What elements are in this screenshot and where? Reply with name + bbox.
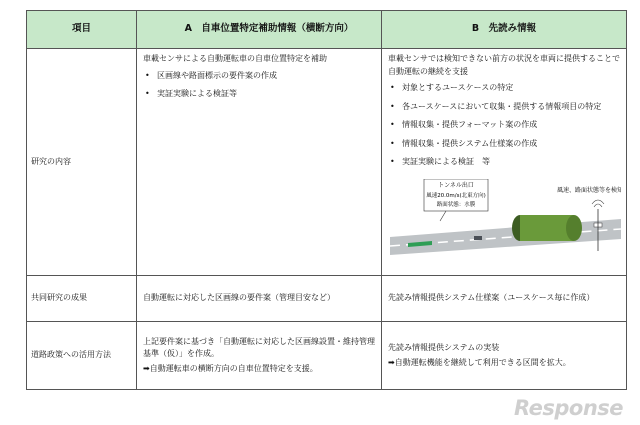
row-label-policy: 道路政策への活用方法: [27, 322, 137, 390]
cell-policy-b: [382, 322, 627, 390]
policy-b-text: 先読み情報提供システムの実装: [388, 343, 500, 352]
research-b-intro: 車載センサでは検知できない前方の状況を車両に提供することで自動運転の継続を支援: [388, 54, 620, 76]
vehicle-icon: [474, 236, 482, 240]
cell-research-a: [137, 49, 382, 276]
research-b-list: [388, 82, 620, 169]
wind-speed-label: 風速20.0m/s(北東方向): [426, 192, 486, 199]
cell-result-b: 先読み情報提供システム仕様案（ユースケース毎に作成）: [382, 276, 627, 322]
road-state-label: 路面状態：水膜: [436, 201, 476, 208]
research-a-list: [143, 70, 375, 101]
row-result: [27, 276, 627, 322]
response-watermark: Response: [514, 396, 624, 420]
list-item: • 情報収集・提供フォーマット案の作成: [390, 120, 538, 129]
row-research: [27, 49, 627, 276]
list-item: • 実証実験による検証等: [145, 89, 237, 98]
research-table: [26, 10, 627, 390]
policy-a-text: 上記要件案に基づき「自動運転に対応した区画線設置・維持管理基準（仮）」を作成。: [143, 336, 375, 359]
research-a-intro: 車載センサによる自動運転車の自車位置特定を補助: [143, 54, 327, 63]
cell-policy-a: [137, 322, 382, 390]
cell-result-a: 自動運転に対応した区画線の要件案（管理目安など）: [137, 276, 382, 322]
list-item: • 区画線や路面標示の要件案の作成: [145, 70, 277, 80]
header-item: 項目: [27, 11, 137, 49]
list-item: • 対象とするユースケースの特定: [390, 83, 514, 92]
road-diagram: [388, 179, 620, 257]
header-col-a: A 自車位置特定補助情報（横断方向）: [137, 11, 382, 49]
cell-research-b: [382, 49, 627, 276]
policy-a-arrow: ➡自動運転車の横断方向の自車位置特定を支援。: [143, 363, 318, 373]
row-policy: [27, 322, 627, 390]
list-item: • 各ユースケースにおいて収集・提供する情報項目の特定: [390, 101, 602, 111]
header-row: [27, 11, 627, 49]
policy-b-arrow: ➡自動運転機能を継続して利用できる区間を拡大。: [388, 357, 571, 367]
row-label-research: 研究の内容: [27, 49, 137, 276]
list-item: • 情報収集・提供システム仕様案の作成: [390, 138, 538, 148]
road-diagram-svg: [388, 179, 621, 257]
tunnel-exit-label: トンネル出口: [438, 181, 474, 189]
header-col-b: B 先読み情報: [382, 11, 627, 49]
list-item: • 実証実験による検証 等: [390, 157, 490, 166]
tunnel-icon: [520, 215, 574, 241]
row-label-result: 共同研究の成果: [27, 276, 137, 322]
sensing-label: 風速、路面状態等を検知: [556, 186, 621, 194]
